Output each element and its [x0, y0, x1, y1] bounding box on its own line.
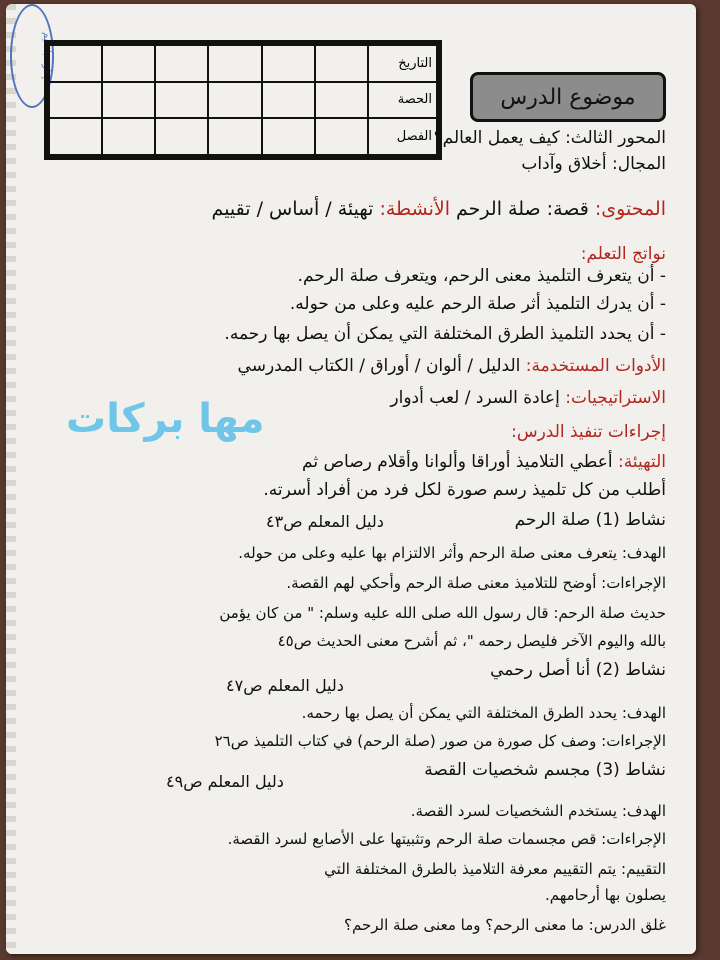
goal-2: الهدف: يحدد الطرق المختلفة التي يمكن أن يصل بها رحمه.: [301, 704, 666, 722]
outcome-item: - أن يدرك التلميذ أثر صلة الرحم عليه وعلى من حوله.: [289, 294, 666, 314]
tools-value: الدليل / ألوان / أوراق / الكتاب المدرسي: [237, 356, 521, 376]
activities-label: الأنشطة:: [379, 198, 450, 220]
tools-label: الأدوات المستخدمة:: [525, 356, 666, 376]
strategies-value: إعادة السرد / لعب أدوار: [390, 388, 560, 408]
date-label: التاريخ: [368, 45, 437, 82]
hadith-line-1: حديث صلة الرحم: قال رسول الله صلى الله عليه وسلم: " من كان يؤمن: [219, 604, 666, 622]
procedure-2: الإجراءات: وصف كل صورة من صور (صلة الرحم) في كتاب التلميذ ص٢٦: [214, 732, 666, 750]
notebook-spiral: [6, 4, 16, 954]
evaluation-line-1: التقييم: يتم التقييم معرفة التلاميذ بالطرق المختلفة التي: [324, 860, 666, 878]
lesson-plan-page: [6, 4, 696, 954]
activity-1-title: نشاط (1) صلة الرحم: [514, 510, 666, 530]
goal-3: الهدف: يستخدم الشخصيات لسرد القصة.: [410, 802, 666, 820]
outcomes-title: نواتج التعلم:: [580, 244, 666, 264]
activity-3-ref: دليل المعلم ص٤٩: [166, 772, 284, 791]
strategies-label: الاستراتيجيات:: [565, 388, 666, 408]
axis-line: المحور الثالث: كيف يعمل العالم؟: [433, 128, 666, 148]
closing-line: غلق الدرس: ما معنى الرحم؟ وما معنى صلة الرحم؟: [344, 916, 666, 934]
hadith-line-2: بالله واليوم الآخر فليصل رحمه "، ثم أشرح معنى الحديث ص٤٥: [277, 632, 666, 650]
content-line: [212, 198, 666, 220]
class-label: الفصل: [368, 118, 437, 155]
evaluation-line-2: يصلون بها أرحامهم.: [544, 886, 666, 904]
procedures-title: إجراءات تنفيذ الدرس:: [511, 422, 666, 442]
warmup-line: [302, 452, 666, 472]
warmup-text-1: أعطي التلاميذ أوراقا وألوانا وأقلام رصاص ثم: [302, 452, 613, 472]
domain-line: المجال: أخلاق وآداب: [521, 154, 666, 174]
outcome-item: - أن يحدد التلميذ الطرق المختلفة التي يمكن أن يصل بها رحمه.: [224, 324, 666, 344]
content-label: المحتوى:: [594, 198, 666, 220]
schedule-grid: [44, 40, 442, 160]
activity-1-ref: دليل المعلم ص٤٣: [266, 512, 384, 531]
tools-line: [238, 356, 666, 376]
warmup-text-2: أطلب من كل تلميذ رسم صورة لكل فرد من أفراد أسرته.: [263, 480, 666, 500]
author-watermark: مها بركات: [66, 396, 265, 442]
procedure-1: الإجراءات: أوضح للتلاميذ معنى صلة الرحم وأحكي لهم القصة.: [286, 574, 666, 592]
warmup-label: التهيئة:: [618, 452, 666, 472]
activity-2-ref: دليل المعلم ص٤٧: [226, 676, 344, 695]
activity-2-title: نشاط (2) أنا أصل رحمي: [490, 660, 666, 680]
strategies-line: [390, 388, 666, 408]
lesson-topic-box: موضوع الدرس: [470, 72, 666, 122]
goal-1: الهدف: يتعرف معنى صلة الرحم وأثر الالتزام بها عليه وعلى من حوله.: [238, 544, 666, 562]
admin-stamp: إدارة بلطيم: [10, 4, 54, 108]
activity-3-title: نشاط (3) مجسم شخصيات القصة: [424, 760, 666, 780]
procedure-3: الإجراءات: قص مجسمات صلة الرحم وتثبيتها على الأصابع لسرد القصة.: [227, 830, 666, 848]
content-value: قصة: صلة الرحم: [456, 198, 589, 220]
outcome-item: - أن يتعرف التلميذ معنى الرحم، ويتعرف صلة الرحم.: [297, 266, 666, 286]
activities-value: تهيئة / أساس / تقييم: [211, 198, 374, 220]
period-label: الحصة: [368, 82, 437, 119]
